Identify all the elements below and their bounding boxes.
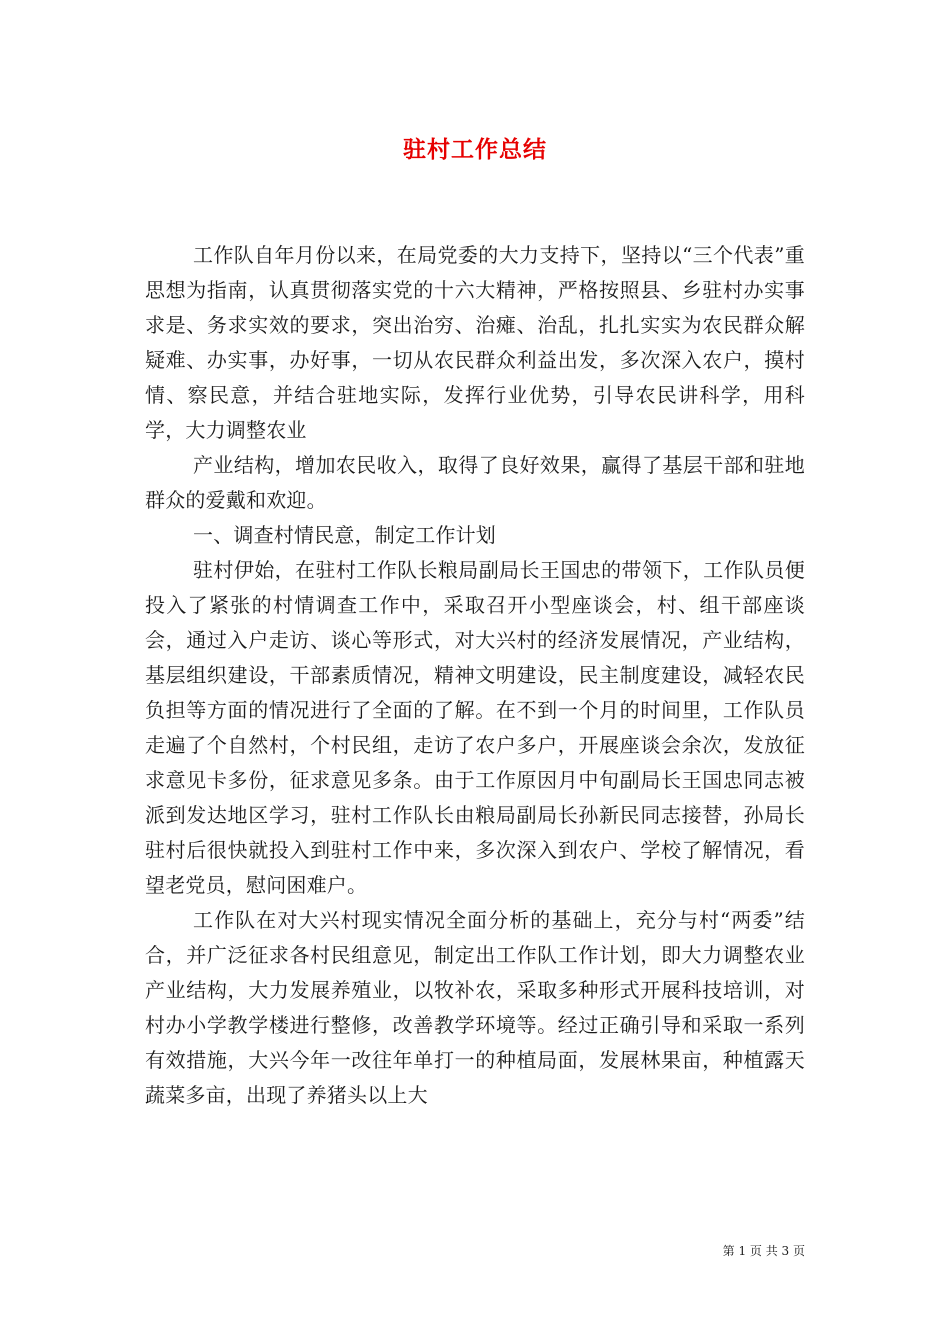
document-body (145, 238, 805, 1113)
section-heading: 一、调查村情民意，制定工作计划 (193, 523, 496, 547)
body-paragraph: 工作队在对大兴村现实情况全面分析的基础上，充分与村“两委”结合，并广泛征求各村民组意见，制定出工作队工作计划，即大力调整农业产业结构，大力发展养殖业，以牧补农，采取多种形式开展科技培训，对村办小学教学楼进行整修，改善教学环境等。经过正确引导和采取一系列有效措施，大兴今年一改往年单打一的种植局面，发展林果亩，种植露天蔬菜多亩，出现了养猪头以上大 (145, 908, 805, 1107)
document-title: 驻村工作总结 (403, 137, 547, 163)
page-number-footer: 第 1 页 共 3 页 (722, 1244, 805, 1258)
body-paragraph: 产业结构，增加农民收入，取得了良好效果，赢得了基层干部和驻地群众的爱戴和欢迎。 (145, 453, 805, 512)
body-paragraph: 工作队自年月份以来，在局党委的大力支持下，坚持以“三个代表”重思想为指南，认真贯彻落实党的十六大精神，严格按照县、乡驻村办实事求是、务求实效的要求，突出治穷、治瘫、治乱，扎扎实实为农民群众解疑难、办实事，办好事，一切从农民群众利益出发，多次深入农户，摸村情、察民意，并结合驻地实际，发挥行业优势，引导农民讲科学，用科学，大力调整农业 (145, 243, 805, 442)
body-paragraph: 驻村伊始，在驻村工作队长粮局副局长王国忠的带领下，工作队员便投入了紧张的村情调查工作中，采取召开小型座谈会，村、组干部座谈会，通过入户走访、谈心等形式，对大兴村的经济发展情况，产业结构，基层组织建设，干部素质情况，精神文明建设，民主制度建设，减轻农民负担等方面的情况进行了全面的了解。在不到一个月的时间里，工作队员走遍了个自然村，个村民组，走访了农户多户，开展座谈会余次，发放征求意见卡多份，征求意见多条。由于工作原因月中旬副局长王国忠同志被派到发达地区学习，驻村工作队长由粮局副局长孙新民同志接替，孙局长驻村后很快就投入到驻村工作中来，多次深入到农户、学校了解情况，看望老党员，慰问困难户。 (145, 558, 805, 897)
